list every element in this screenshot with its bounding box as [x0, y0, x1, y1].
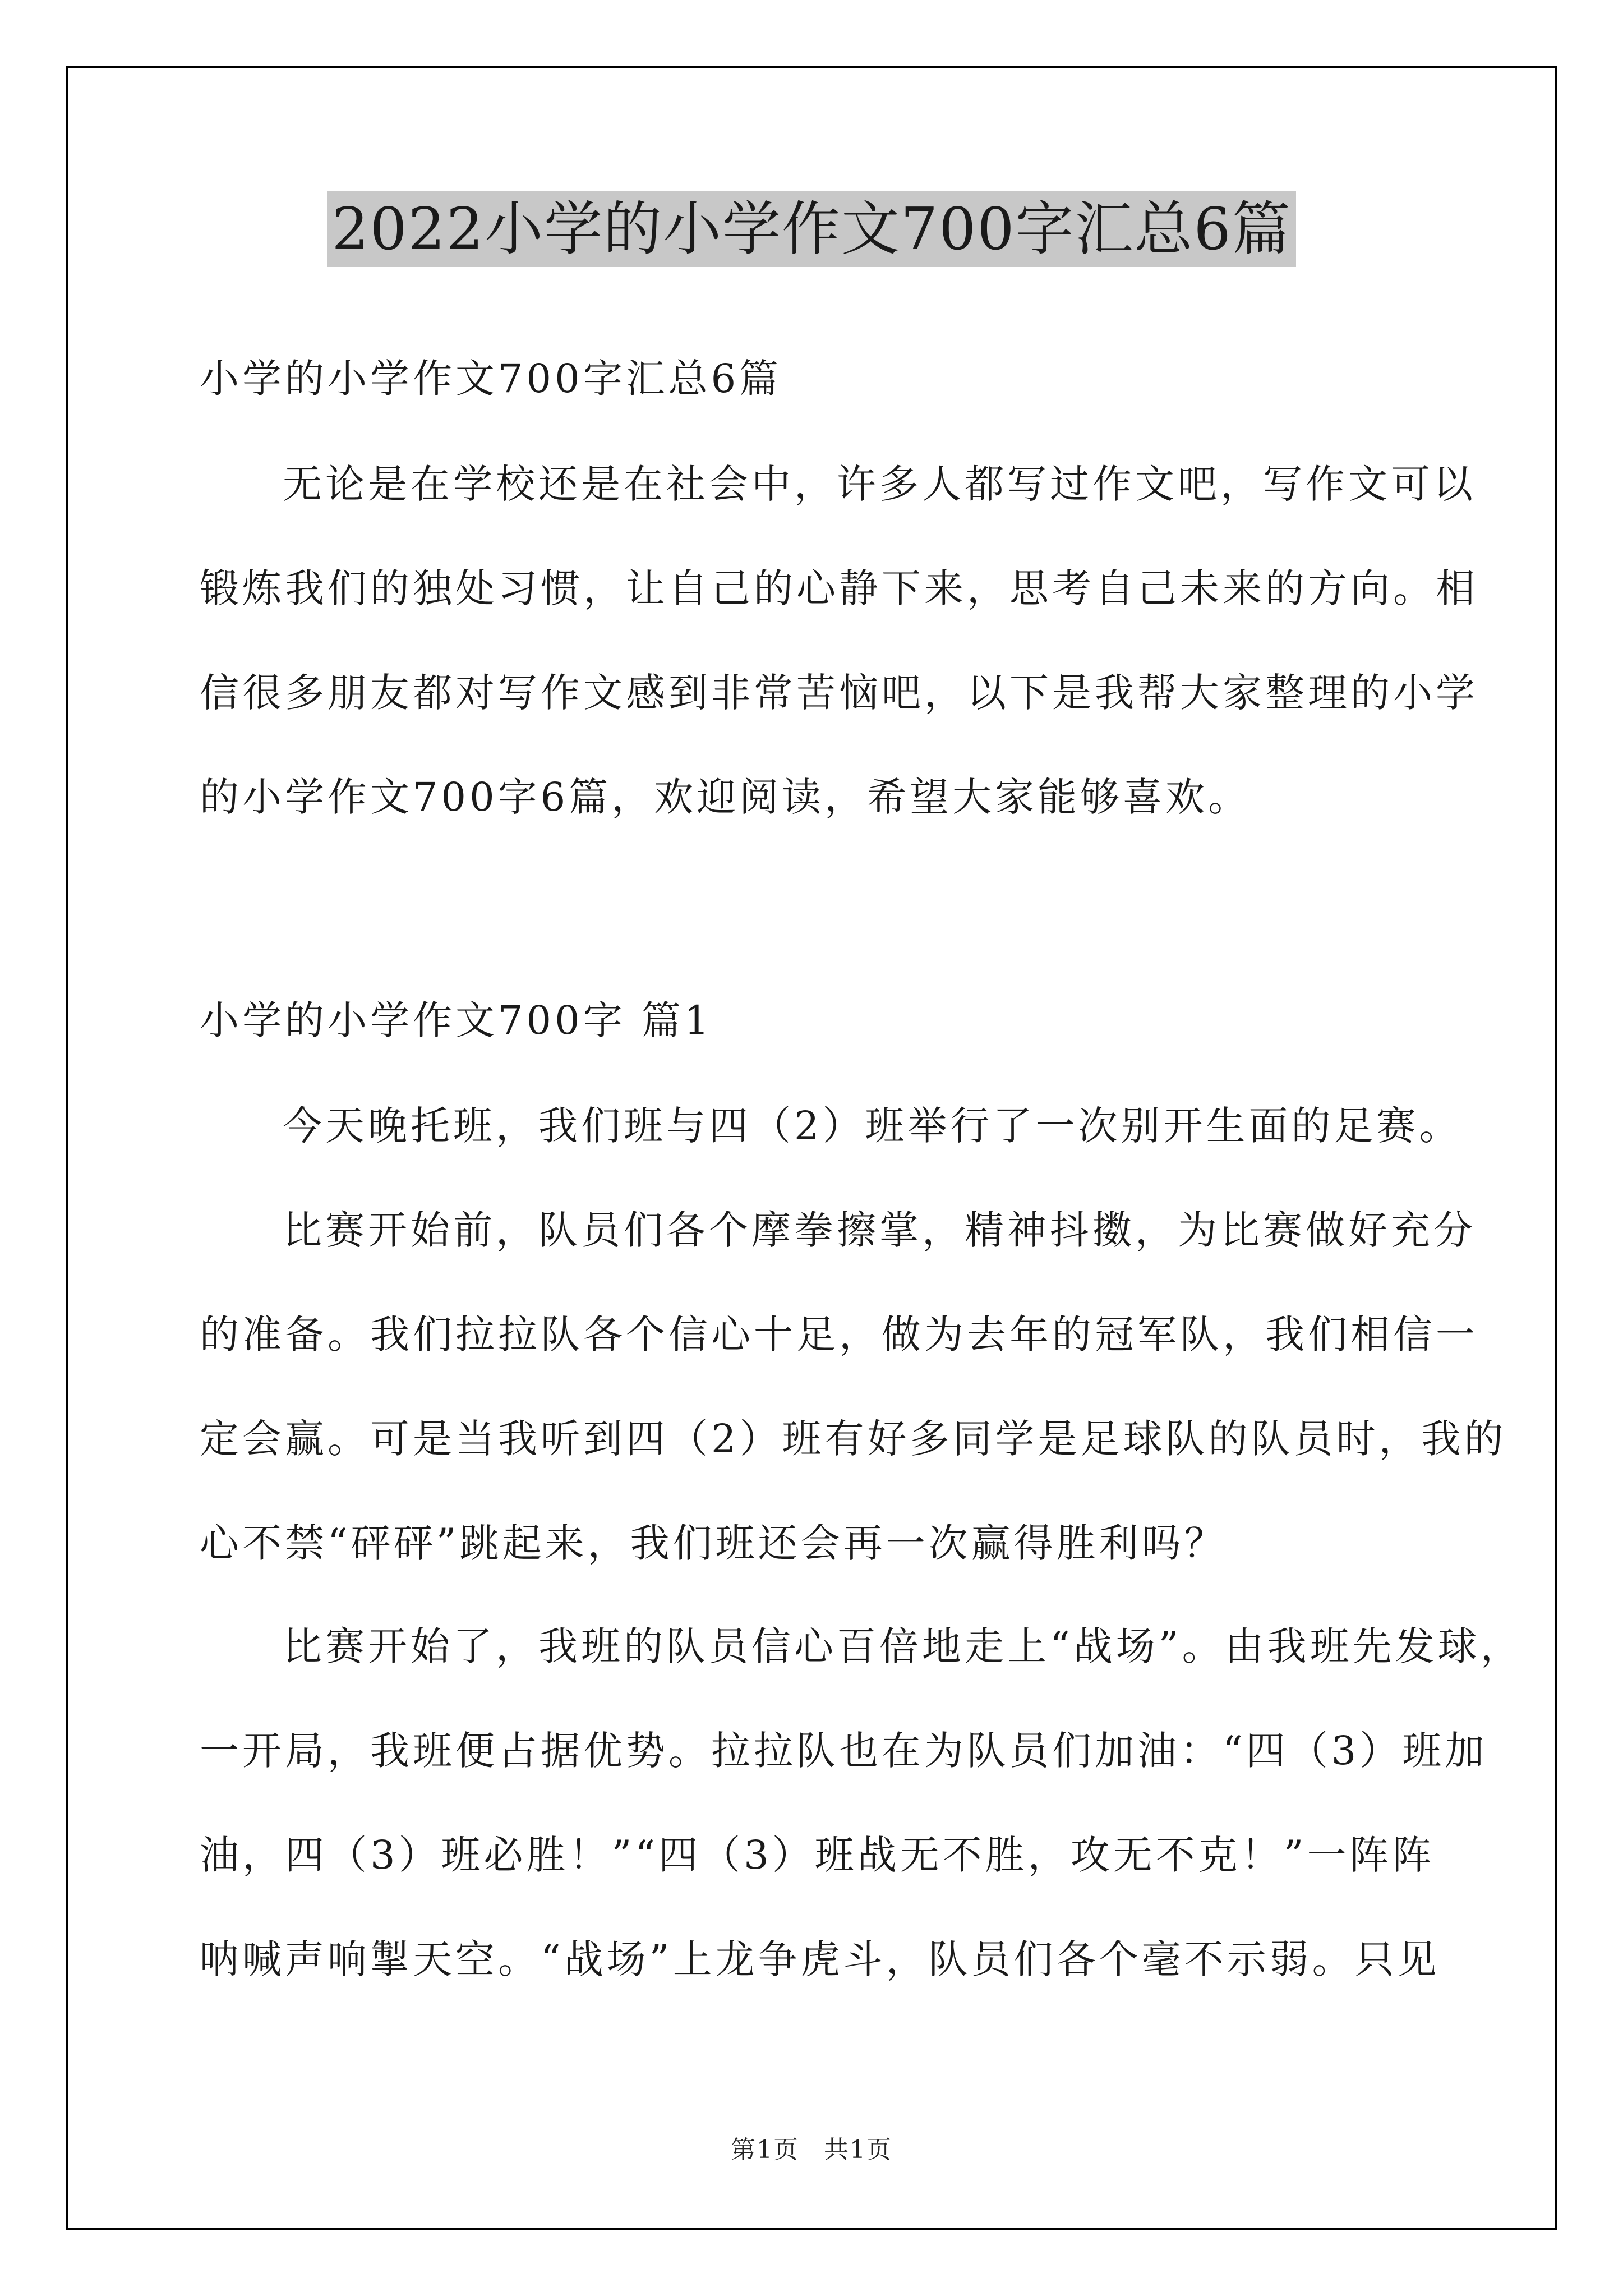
section-heading	[200, 968, 1433, 1073]
paragraph-line: 一开局，我班便占据优势。拉拉队也在为队员们加油：“四（3）班加	[200, 1728, 1488, 1774]
paragraph-line: 今天晚托班，我们班与四（2）班举行了一次别开生面的足赛。	[283, 1103, 1462, 1149]
document-title: 2022小学的小学作文700字汇总6篇	[327, 191, 1295, 267]
paragraph-line: 比赛开始前，队员们各个摩拳擦掌，精神抖擞，为比赛做好充分	[283, 1207, 1476, 1253]
intro-paragraph	[200, 432, 1478, 849]
body-paragraph-1	[200, 1074, 1462, 1178]
intro-line: 锻炼我们的独处习惯，让自己的心静下来，思考自己未来的方向。相	[200, 565, 1478, 611]
intro-line: 的小学作文700字6篇，欢迎阅读，希望大家能够喜欢。	[200, 774, 1251, 820]
document-subtitle	[200, 326, 1433, 431]
paragraph-line: 定会赢。可是当我听到四（2）班有好多同学是足球队的队员时，我的	[200, 1416, 1507, 1462]
page-number: 第1页	[731, 2136, 799, 2164]
paragraph-line: 心不禁“砰砰”跳起来，我们班还会再一次赢得胜利吗？	[200, 1520, 1227, 1566]
title-container	[0, 191, 1623, 267]
paragraph-line: 的准备。我们拉拉队各个信心十足，做为去年的冠军队，我们相信一	[200, 1312, 1478, 1358]
section-title-text: 小学的小学作文700字 篇1	[200, 997, 713, 1043]
paragraph-line: 比赛开始了，我班的队员信心百倍地走上“战场”。由我班先发球，	[283, 1623, 1523, 1669]
page-total: 共1页	[824, 2136, 892, 2164]
body-paragraph-3	[200, 1594, 1523, 2012]
body-paragraph-2	[200, 1178, 1507, 1595]
subtitle-text: 小学的小学作文700字汇总6篇	[200, 356, 782, 402]
intro-line: 无论是在学校还是在社会中，许多人都写过作文吧，写作文可以	[283, 461, 1476, 507]
page-footer	[0, 2129, 1623, 2165]
paragraph-line: 呐喊声响掣天空。“战场”上龙争虎斗，队员们各个毫不示弱。只见	[200, 1936, 1440, 1982]
paragraph-line: 油，四（3）班必胜！”“四（3）班战无不胜，攻无不克！”一阵阵	[200, 1832, 1435, 1878]
intro-line: 信很多朋友都对写作文感到非常苦恼吧，以下是我帮大家整理的小学	[200, 670, 1478, 716]
